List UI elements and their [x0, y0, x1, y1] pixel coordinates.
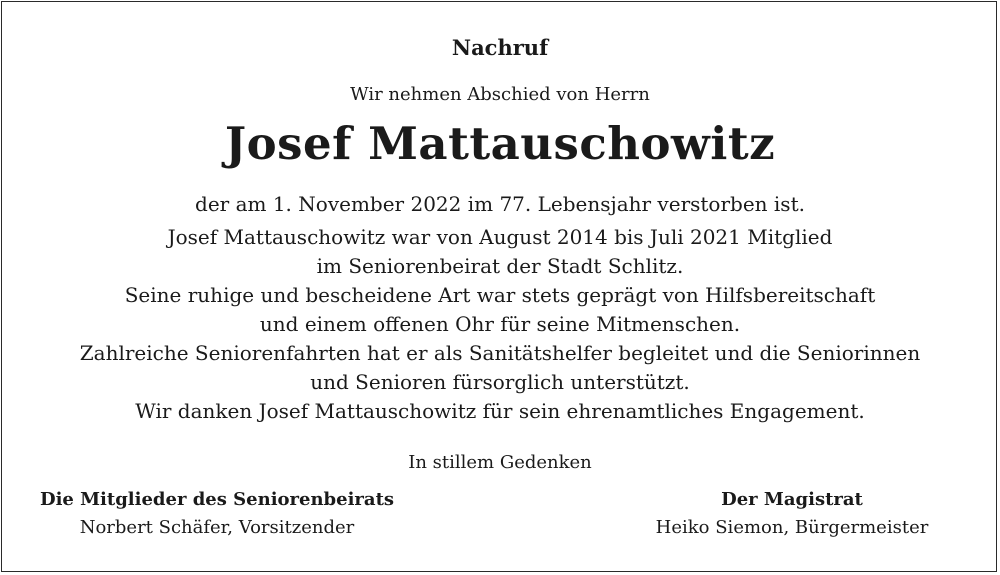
signature-person: Heiko Siemon, Bürgermeister — [655, 517, 929, 538]
notice-intro: Wir nehmen Abschied von Herrn — [350, 84, 650, 105]
signature-organization: Die Mitglieder des Seniorenbeirats — [39, 489, 395, 510]
body-line: Seine ruhige und bescheidene Art war stets geprägt von Hilfsbereitschaft — [124, 283, 876, 307]
death-line: der am 1. November 2022 im 77. Lebensjahr verstorben ist. — [195, 192, 805, 216]
closing-phrase: In stillem Gedenken — [408, 452, 592, 473]
signature-left — [22, 487, 412, 543]
body-line: Josef Mattauschowitz war von August 2014 bis Juli 2021 Mitglied — [167, 225, 833, 249]
body-line: im Seniorenbeirat der Stadt Schlitz. — [316, 254, 684, 278]
body-line: und einem offenen Ohr für seine Mitmenschen. — [259, 312, 741, 336]
body-line: Wir danken Josef Mattauschowitz für sein ehrenamtliches Engagement. — [135, 399, 865, 423]
obituary-notice — [1, 1, 997, 572]
body-line: Zahlreiche Seniorenfahrten hat er als Sanitätshelfer begleitet und die Seniorinnen — [79, 341, 921, 365]
signature-right — [602, 487, 982, 543]
signature-person: Norbert Schäfer, Vorsitzender — [79, 517, 355, 538]
signature-organization: Der Magistrat — [721, 489, 863, 510]
body-line: und Senioren fürsorglich unterstützt. — [310, 370, 690, 394]
notice-heading: Nachruf — [451, 35, 549, 60]
notice-body — [2, 190, 998, 426]
deceased-name: Josef Mattauschowitz — [224, 117, 776, 170]
